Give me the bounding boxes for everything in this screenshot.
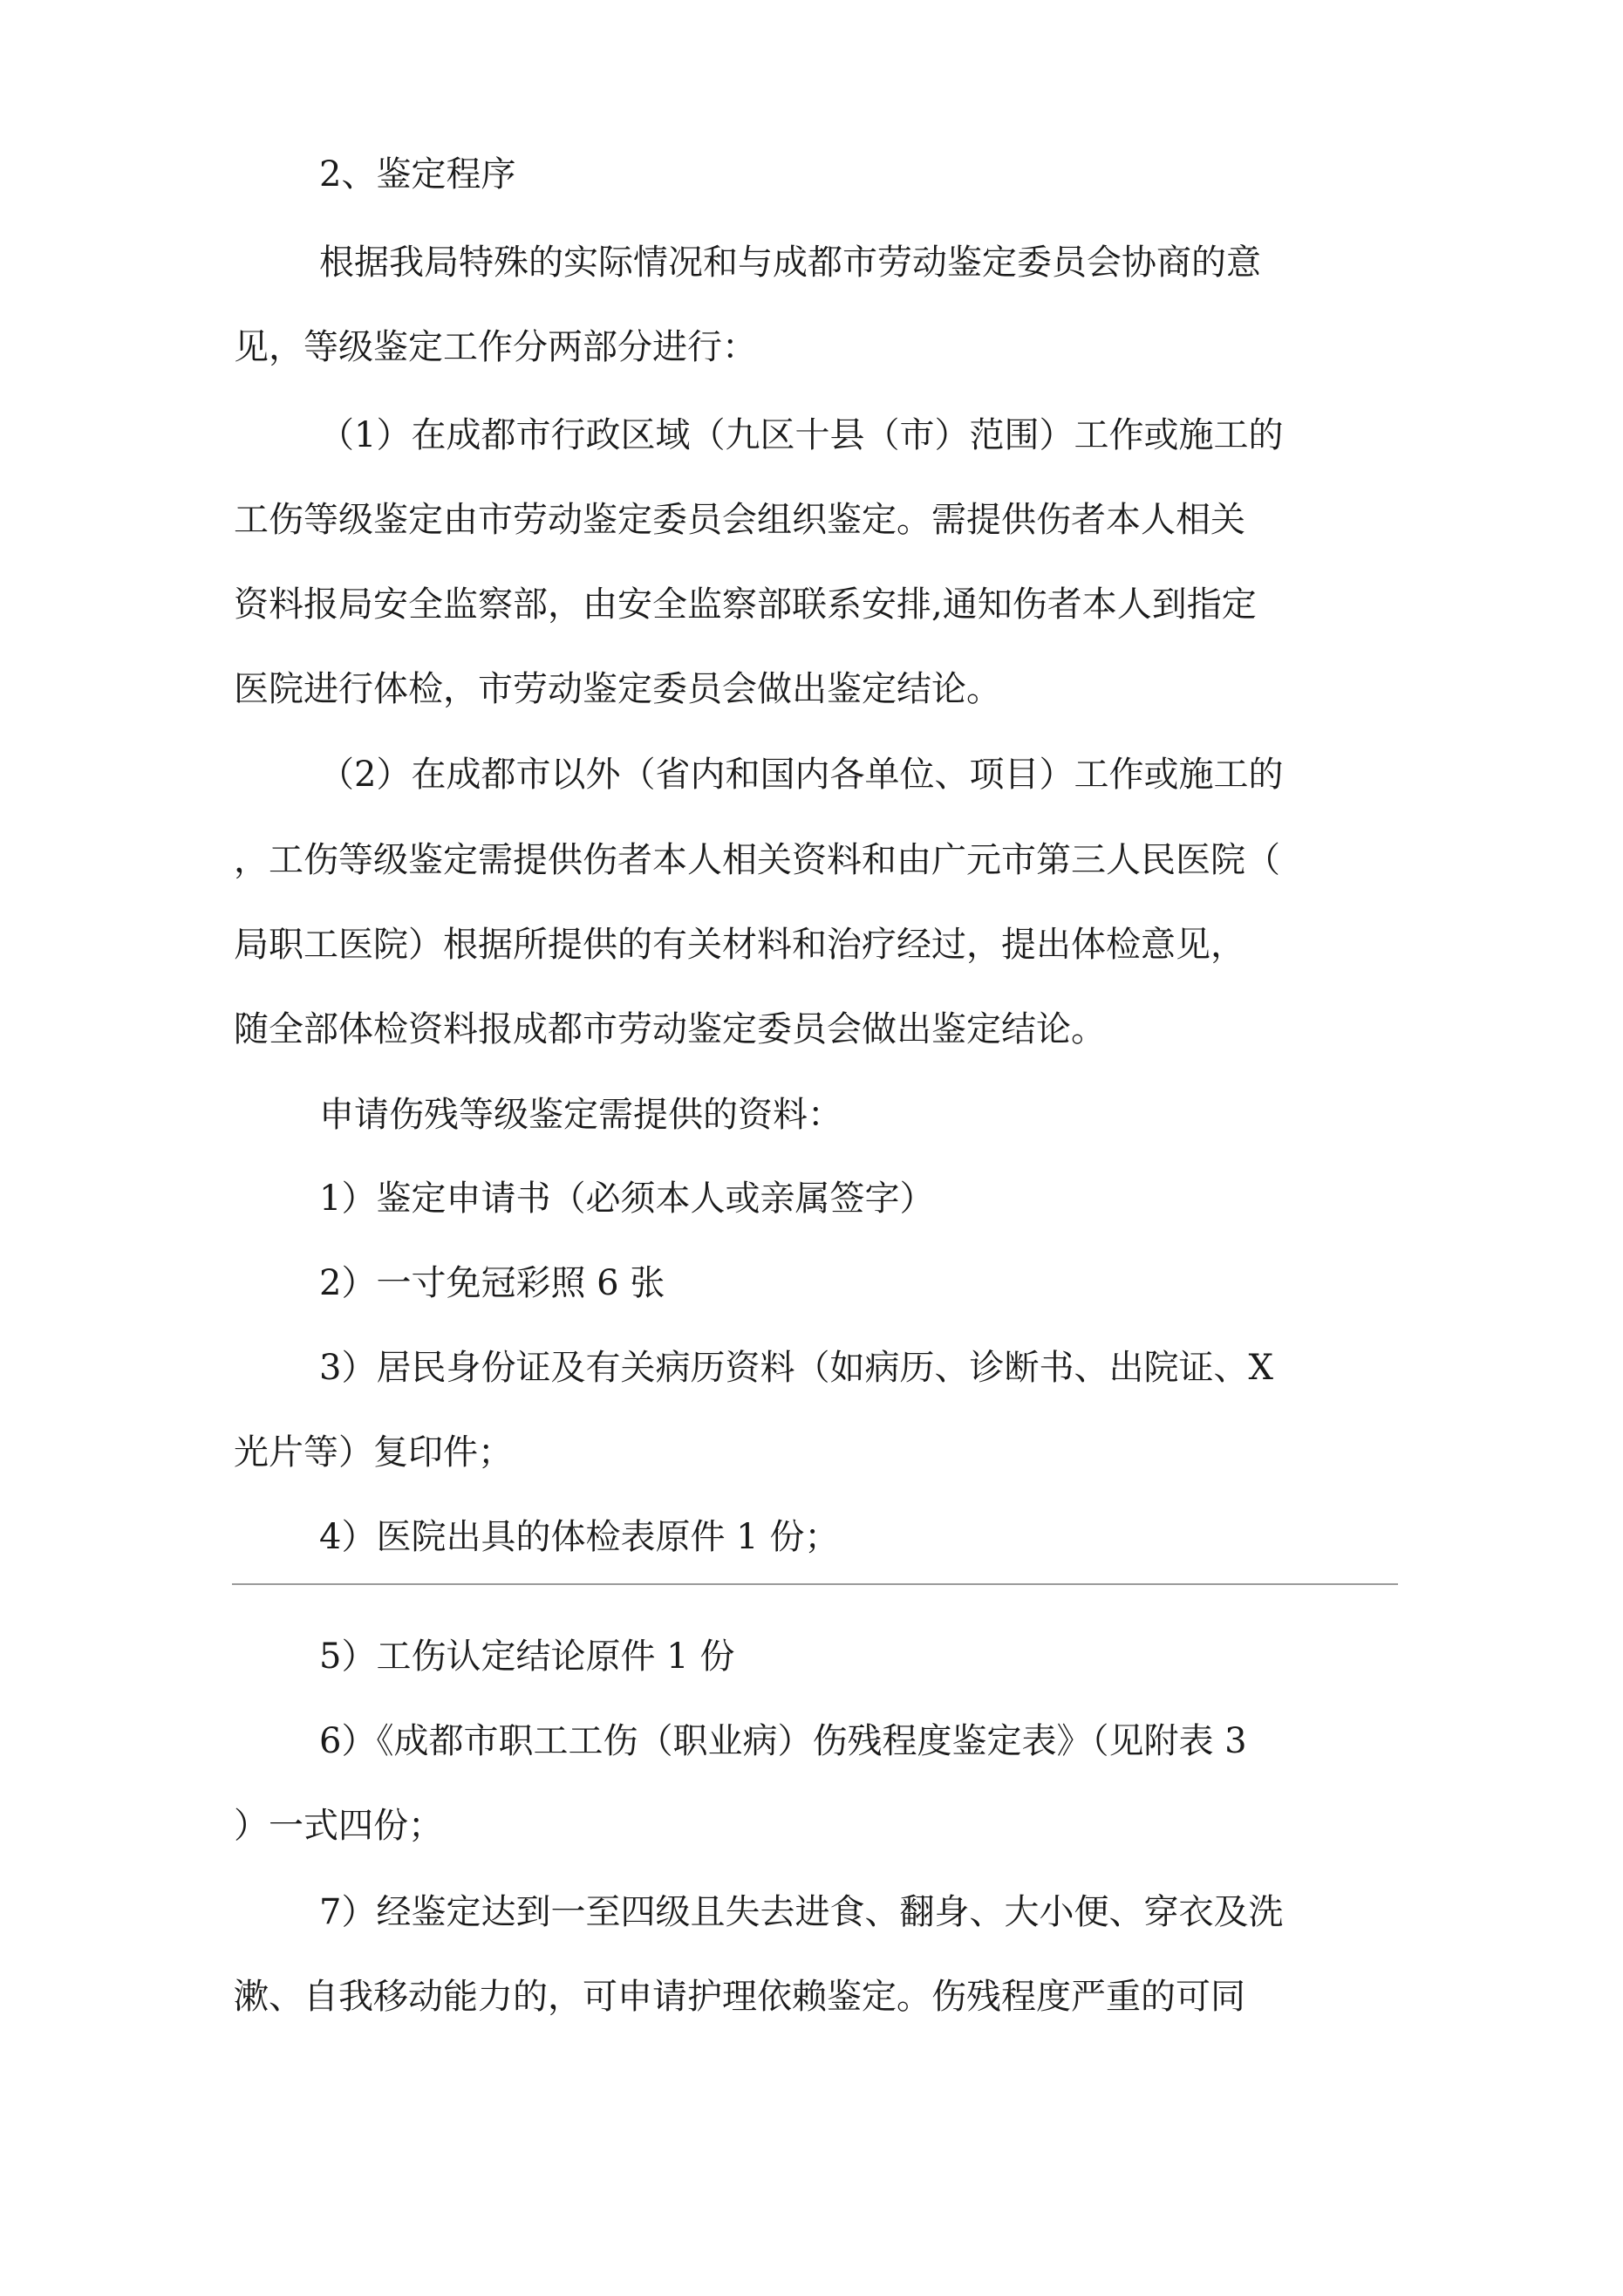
paragraph-line: 见，等级鉴定工作分两部分进行： <box>234 327 757 367</box>
list-item: 5）工伤认定结论原件 1 份 <box>319 1637 735 1677</box>
list-item: 2）一寸免冠彩照 6 张 <box>319 1263 665 1303</box>
paragraph-line: 根据我局特殊的实际情况和与成都市劳动鉴定委员会协商的意 <box>319 243 1261 283</box>
paragraph-line: ，工伤等级鉴定需提供伤者本人相关资料和由广元市第三人民医院（ <box>234 840 1280 880</box>
paragraph-line: （2）在成都市以外（省内和国内各单位、项目）工作或施工的 <box>319 755 1284 795</box>
list-item: 7）经鉴定达到一至四级且失去进食、翻身、大小便、穿衣及洗 <box>319 1892 1284 1932</box>
list-item-continuation: 漱、自我移动能力的，可申请护理依赖鉴定。伤残程度严重的可同 <box>234 1977 1245 2017</box>
paragraph-line: 局职工医院）根据所提供的有关材料和治疗经过，提出体检意见， <box>234 925 1245 965</box>
list-item: 3）居民身份证及有关病历资料（如病历、诊断书、出院证、X <box>319 1348 1273 1388</box>
list-item-continuation: ）一式四份； <box>234 1806 443 1846</box>
list-item: 6）《成都市职工工伤（职业病）伤残程度鉴定表》（见附表 3 <box>319 1721 1247 1761</box>
paragraph-line: 工伤等级鉴定由市劳动鉴定委员会组织鉴定。需提供伤者本人相关 <box>234 500 1245 540</box>
page-divider <box>232 1583 1398 1585</box>
list-item: 1）鉴定申请书（必须本人或亲属签字） <box>319 1179 935 1219</box>
paragraph-line: 资料报局安全监察部，由安全监察部联系安排,通知伤者本人到指定 <box>234 584 1257 625</box>
paragraph-line: 随全部体检资料报成都市劳动鉴定委员会做出鉴定结论。 <box>234 1009 1106 1049</box>
paragraph-line: 申请伤残等级鉴定需提供的资料： <box>319 1095 842 1135</box>
list-item: 4）医院出具的体检表原件 1 份； <box>319 1517 840 1557</box>
list-item-continuation: 光片等）复印件； <box>234 1432 513 1473</box>
section-heading: 2、鉴定程序 <box>319 154 516 195</box>
paragraph-line: （1）在成都市行政区域（九区十县（市）范围）工作或施工的 <box>319 415 1284 455</box>
paragraph-line: 医院进行体检，市劳动鉴定委员会做出鉴定结论。 <box>234 669 1001 709</box>
